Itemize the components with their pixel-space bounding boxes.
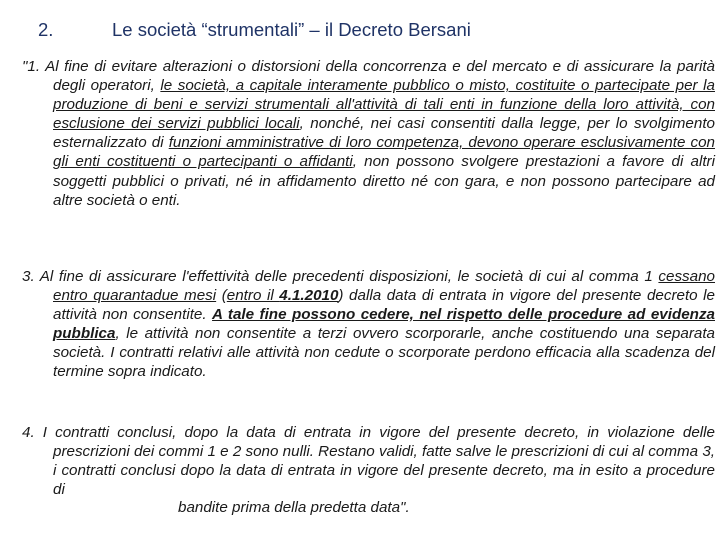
text-segment: 4.1.2010 [279,287,339,305]
text-segment: ( [216,287,227,305]
paragraph-comma-4-tail: bandite prima della predetta data". [178,499,410,516]
text-segment: funzioni amministrative di loro competenza, devono operare esclusivamente con gli enti costituenti o partecipanti o affidanti [53,134,715,171]
text-segment: , nonché, nei casi consentiti dalla legge, per lo svolgimento esternalizzato di [53,115,715,152]
paragraph-comma-1 [22,57,715,210]
text-segment: "1. Al fine di evitare alterazioni o distorsioni della concorrenza e del mercato e di assicurare la parità degli operatori, [22,58,715,95]
text-segment: cessano entro quarantadue mesi [53,268,715,305]
text-segment: ) dalla data di entrata in vigore del presente decreto le attività non consentite. [53,287,716,324]
paragraph-comma-4: 4. I contratti conclusi, dopo la data di entrata in vigore del presente decreto, in violazione delle prescrizioni dei commi 1 e 2 sono nulli. Restano validi, fatte salve le prescrizioni di cui al comma 3, i contratti conclusi dopo la data di entrata in vigore del presente decreto, ma in esito a procedure di [22,424,715,499]
text-segment: , non possono svolgere prestazioni a favore di altri soggetti pubblici o privati, né in affidamento diretto né con gara, e non possono partecipare ad altre società o enti. [53,153,715,209]
text-segment: A tale fine possono cedere, nel rispetto delle procedure ad evidenza pubblica [53,306,715,343]
paragraph-comma-3 [22,267,715,382]
title-text: Le società “strumentali” – il Decreto Bersani [112,19,471,40]
text-segment: le società, a capitale interamente pubblico o misto, costituite o partecipate per la produzione di beni e servizi strumentali all'attività di tali enti in funzione della loro attività, con esclusione dei servizi pubblici locali [53,77,715,133]
text-segment: 3. Al fine di assicurare l'effettività delle precedenti disposizioni, le società di cui al comma 1 [22,268,659,285]
text-clip-overlay [180,485,685,496]
text-segment: entro il [226,287,280,305]
title-number: 2. [38,19,54,40]
text-segment: , le attività non consentite a terzi ovvero scorporarle, anche costituendo una separata società. I contratti relativi alle attività non cedute o scorporate perdono efficacia alla scadenza del termine sopra indicato. [53,325,715,381]
slide-title [38,19,698,41]
